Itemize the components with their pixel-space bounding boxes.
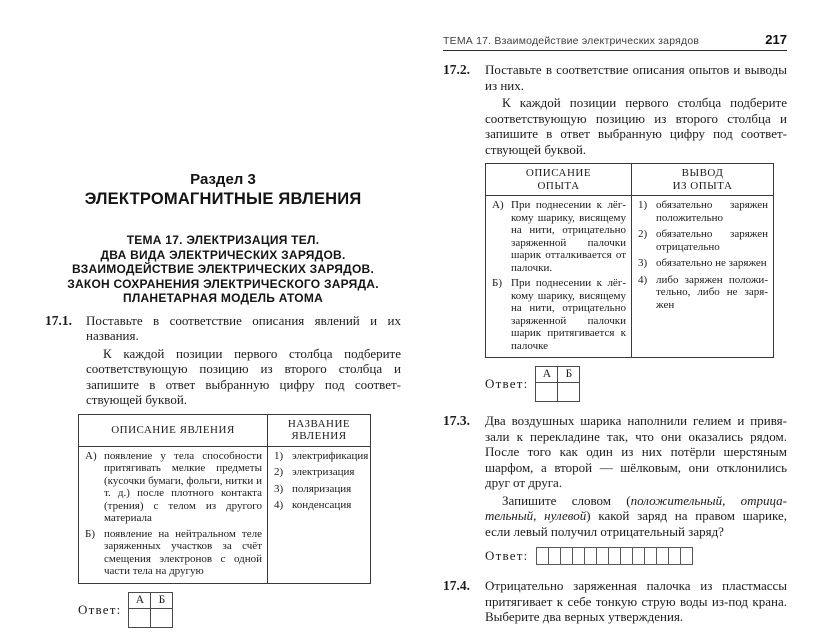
option-3: 3) обязательно не заряжен [638,257,767,269]
answer-col-a: А [536,367,558,383]
entry-label: Б) [85,527,95,540]
option-4: 4) либо заряжен положительно, либо не заряжен [638,273,768,311]
page-number: 217 [765,32,787,47]
italic-choices: положительный, отрицательный, нулевой [485,492,787,523]
match-table-17-1 [78,414,371,584]
task-intro: Два воздушных шарика наполнили гелием и привязали к перекладине так, что они оказались рядом. После того как один из них потёрли шерстяным шарфом, а второй — шёлковым, они отклонились друг от друга. [485,413,787,490]
column-header-experiment: ОПИСАНИЕ ОПЫТА [486,164,632,196]
option-1: 1) электрификация [274,449,369,462]
answer-label: Ответ: [78,601,122,617]
running-head-title: ТЕМА 17. Взаимодействие электрических зарядов [443,35,700,47]
answer-grid [535,366,580,402]
task-17-3 [443,413,787,565]
entry-text: При поднесении к лёгкому шарику, висящему на нити, отрицательно заряженной палочки шарик отталкивается от палочки. [511,199,626,274]
entry-text: появление у тела способности притягивать мелкие предметы (кусочки бумаги, фольги, нитки и т. д.) после плотного контакта (трения) с телом из другого материала [104,449,262,524]
theme-title [45,233,401,306]
answer-block-17-2 [485,366,787,402]
section-title [45,170,401,209]
answer-letter-boxes [536,547,693,565]
answer-cell-empty [558,383,580,402]
answer-col-b: Б [558,367,580,383]
task-17-2 [443,62,787,402]
column-header-name: НАЗВАНИЕ ЯВЛЕНИЯ [268,414,371,446]
task-17-3-text [443,413,787,539]
option-4: 4) конденсация [274,499,352,511]
task-number: 17.2. [443,62,470,77]
task-instruction: К каждой позиции первого столбца подберите соответствующую позицию из второго столбца и запишите в ответ выбранную цифру под соответствующей буквой. [485,95,787,157]
entry-text: появление на нейтральном теле заряженных участков за счёт смещения электронов с одной части тела на другую [104,527,262,577]
answer-letter-cell [680,547,693,565]
section-number: Раздел 3 [190,171,256,188]
option-2: 2) электризация [274,466,355,478]
column-header-conclusion: ВЫВОД ИЗ ОПЫТА [632,164,774,196]
section-name: ЭЛЕКТРОМАГНИТНЫЕ ЯВЛЕНИЯ [84,190,362,208]
task-number: 17.4. [443,578,470,593]
task-number: 17.1. [45,312,72,328]
entry-text: При поднесении к лёгкому шарику, висящему на нити, отрицательно заряженной палочки шарик притягивается к палочке [511,277,626,352]
theme-title-line: ЗАКОН СОХРАНЕНИЯ ЭЛЕКТРИЧЕСКОГО ЗАРЯДА. [67,276,379,291]
theme-title-line: ДВА ВИДА ЭЛЕКТРИЧЕСКИХ ЗАРЯДОВ. [100,247,346,262]
answer-block-17-1 [78,592,401,628]
task-question: Запишите словом (положительный, отрицательный, нулевой) какой заряд на правом шарике, если левый получил отрицательный заряд? [485,492,787,539]
task-body [485,62,787,157]
answer-block-17-3 [485,547,787,565]
task-number: 17.3. [443,413,470,428]
answer-cell-empty [536,383,558,402]
entry-label: Б) [492,277,502,289]
theme-title-line: ВЗАИМОДЕЙСТВИЕ ЭЛЕКТРИЧЕСКИХ ЗАРЯДОВ. [71,262,375,276]
descriptions-cell [79,446,268,583]
entry-b [492,277,626,352]
answer-cell-empty [129,608,151,627]
task-intro: Отрицательно заряженная палочка из пластмассы притягивает к себе тонкую струю воды из-под крана. Выберите два верных утверждения. [485,578,787,624]
options-cell [632,196,774,358]
task-body [86,313,401,408]
entry-label: А) [85,449,97,462]
theme-title-line: ПЛАНЕТАРНАЯ МОДЕЛЬ АТОМА [122,291,324,305]
task-intro: Поставьте в соответствие описания явлений и их названия. [86,312,401,343]
task-17-4 [443,578,787,625]
entry-b [85,528,262,578]
right-page [443,32,787,625]
task-intro: Поставьте в соответствие описания опытов и выводы из них. [485,62,787,93]
task-17-4-text [443,578,787,625]
option-3: 3) поляризация [274,482,352,495]
theme-title-line: ТЕМА 17. ЭЛЕКТРИЗАЦИЯ ТЕЛ. [126,233,320,247]
answer-col-b: Б [151,592,173,608]
descriptions-cell [486,196,632,358]
entry-a [492,199,626,274]
task-17-2-text [443,62,787,157]
running-head [443,32,787,51]
task-body [485,578,787,625]
answer-label: Ответ: [485,376,529,391]
answer-col-a: А [129,592,151,608]
task-instruction: К каждой позиции первого столбца подберите соответствующую позицию из второго столбца и запишите в ответ выбранную цифру под соответствующей буквой. [86,345,401,407]
match-table-17-2 [485,163,774,358]
option-2: 2) обязательно заряжен отрицательно [638,228,768,253]
left-page [45,170,401,628]
answer-label: Ответ: [485,548,529,563]
answer-cell-empty [151,608,173,627]
task-17-1-text [45,313,401,408]
answer-grid [128,592,173,628]
entry-label: А) [492,199,504,211]
task-body [485,413,787,539]
column-header-description: ОПИСАНИЕ ЯВЛЕНИЯ [79,414,268,446]
options-cell [268,446,371,583]
task-17-1 [45,313,401,628]
option-1: 1) обязательно заряжен положительно [638,199,768,224]
entry-a [85,450,262,525]
